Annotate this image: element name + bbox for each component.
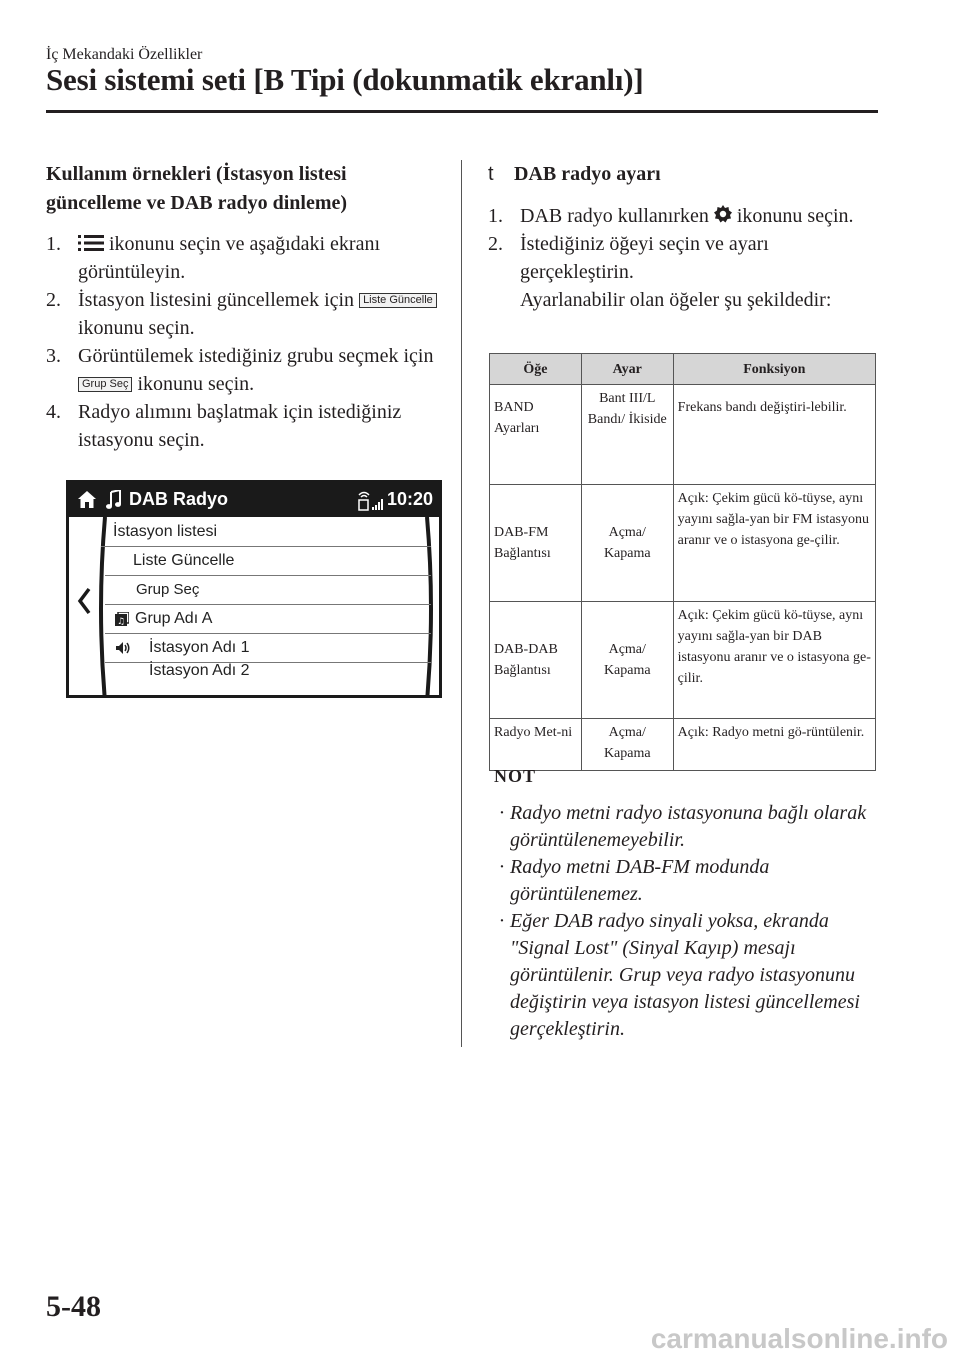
list-icon xyxy=(78,234,104,252)
heading-text: DAB radyo ayarı xyxy=(514,163,661,185)
note-item xyxy=(494,854,874,908)
step-text: ikonunu seçin. xyxy=(137,373,255,395)
row-label: Grup Adı A xyxy=(135,610,213,627)
step-number: 3. xyxy=(46,345,61,367)
screen-clock: 10:20 xyxy=(386,489,433,509)
step-text: Görüntülemek istediğiniz grubu seçmek için xyxy=(78,345,434,367)
table-row xyxy=(490,719,876,771)
back-arrow-icon[interactable] xyxy=(77,587,91,615)
list-item-grup-sec[interactable] xyxy=(105,575,431,605)
svg-text:♫: ♫ xyxy=(116,617,126,626)
step-text: ikonunu seçin ve aşağıdaki ekranı görüntüleyin. xyxy=(78,233,381,283)
title-rule xyxy=(46,110,878,113)
grup-sec-button-icon: Grup Seç xyxy=(78,377,132,392)
music-note-icon xyxy=(106,490,122,510)
column-header: Öğe xyxy=(490,354,582,385)
section-bullet-icon: t xyxy=(488,163,494,185)
note-text: Radyo metni radyo istasyonuna bağlı olarak görüntülenemeyebilir. xyxy=(510,802,867,851)
step-text: İstasyon listesini güncellemek için xyxy=(78,289,355,311)
table-row xyxy=(490,385,876,485)
step-text: ikonunu seçin. xyxy=(736,205,854,227)
step-number: 1. xyxy=(46,233,61,255)
settings-table xyxy=(489,353,876,771)
step-number: 2. xyxy=(488,233,503,255)
speaker-playing-icon xyxy=(115,641,133,655)
step-4 xyxy=(46,398,446,454)
watermark: carmanualsonline.info xyxy=(650,1323,948,1354)
row-label: İstasyon Adı 2 xyxy=(149,662,250,679)
left-column xyxy=(46,160,446,454)
usage-heading: Kullanım örnekleri (İstasyon listesi güncelleme ve DAB radyo dinleme) xyxy=(46,163,348,214)
section-label: İç Mekandaki Özellikler xyxy=(46,46,203,63)
table-cell: BAND Ayarları xyxy=(490,385,582,485)
step-1 xyxy=(46,230,446,286)
list-item-station-2[interactable] xyxy=(105,662,431,691)
list-item-group-a[interactable] xyxy=(105,604,431,634)
table-row xyxy=(490,485,876,602)
screen-title: DAB Radyo xyxy=(129,489,229,509)
table-cell: Açma/ Kapama xyxy=(581,719,673,771)
dab-radio-screen xyxy=(66,480,442,698)
column-header: Fonksiyon xyxy=(673,354,875,385)
table-cell: Açık: Radyo metni gö-rüntülenir. xyxy=(673,719,875,771)
screen-top-bar xyxy=(69,483,439,517)
table-cell: Açık: Çekim gücü kö-tüyse, aynı yayını sağla-yan bir FM istasyonu aranır ve o istasyona ge-çilir. xyxy=(673,485,875,602)
table-cell: Bant III/L Bandı/ İkiside xyxy=(581,385,673,485)
bullet: · xyxy=(498,802,506,824)
list-item-station-list[interactable] xyxy=(101,517,431,547)
step-number: 1. xyxy=(488,205,503,227)
step-text: DAB radyo kullanırken xyxy=(520,205,709,227)
note-item xyxy=(494,908,874,1043)
table-cell: Açma/ Kapama xyxy=(581,602,673,719)
table-cell: Açma/ Kapama xyxy=(581,485,673,602)
note-text: Radyo metni DAB-FM modunda görüntülenemez. xyxy=(510,856,770,905)
list-item-liste-guncelle[interactable] xyxy=(105,546,431,576)
note-heading: NOT xyxy=(494,766,537,786)
dab-settings-heading xyxy=(488,160,880,188)
row-label: Liste Güncelle xyxy=(133,552,235,569)
right-column xyxy=(488,160,880,314)
row-label: Grup Seç xyxy=(136,581,200,598)
note-list xyxy=(494,800,874,1043)
step-1 xyxy=(488,202,880,230)
bullet: · xyxy=(498,856,506,878)
page-number: 5-48 xyxy=(46,1290,101,1323)
table-cell: Açık: Çekim gücü kö-tüyse, aynı yayını sağla-yan bir DAB istasyonu aranır ve o istasyona ge-çilir. xyxy=(673,602,875,719)
step-number: 4. xyxy=(46,401,61,423)
row-label: İstasyon listesi xyxy=(113,523,218,540)
table-cell: DAB-FM Bağlantısı xyxy=(490,485,582,602)
row-label: İstasyon Adı 1 xyxy=(149,639,250,656)
column-divider xyxy=(461,160,462,1047)
station-list xyxy=(69,517,439,698)
note-text: Eğer DAB radyo sinyali yoksa, ekranda "Signal Lost" (Sinyal Kayıp) mesajı görüntülenir. Grup veya radyo istasyonunu değiştirin veya istasyon listesi güncellemesi gerçekleştirin. xyxy=(510,910,860,1040)
step-text: İstediğiniz öğeyi seçin ve ayarı gerçekleştirin. xyxy=(520,233,769,283)
liste-guncelle-button-icon: Liste Güncelle xyxy=(359,293,437,308)
table-cell: DAB-DAB Bağlantısı xyxy=(490,602,582,719)
group-folder-icon xyxy=(115,612,129,626)
note-item xyxy=(494,800,874,854)
step-2 xyxy=(488,230,880,314)
step-text: Radyo alımını başlatmak için istediğiniz istasyonu seçin. xyxy=(78,401,402,451)
step-3 xyxy=(46,342,446,398)
gear-icon xyxy=(714,205,732,223)
home-icon[interactable] xyxy=(77,490,97,509)
table-header-row xyxy=(490,354,876,385)
bullet: · xyxy=(498,910,506,932)
step-number: 2. xyxy=(46,289,61,311)
page-title: Sesi sistemi seti [B Tipi (dokunmatik ekranlı)] xyxy=(46,62,644,97)
usage-steps xyxy=(46,230,446,454)
column-header: Ayar xyxy=(581,354,673,385)
step-2 xyxy=(46,286,446,342)
settings-steps xyxy=(488,202,880,314)
table-cell: Frekans bandı değiştiri-lebilir. xyxy=(673,385,875,485)
step-text: Ayarlanabilir olan öğeler şu şekildedir: xyxy=(520,289,832,311)
signal-status-icon xyxy=(357,489,387,511)
table-row xyxy=(490,602,876,719)
step-text: ikonunu seçin. xyxy=(78,317,195,339)
table-cell: Radyo Met-ni xyxy=(490,719,582,771)
